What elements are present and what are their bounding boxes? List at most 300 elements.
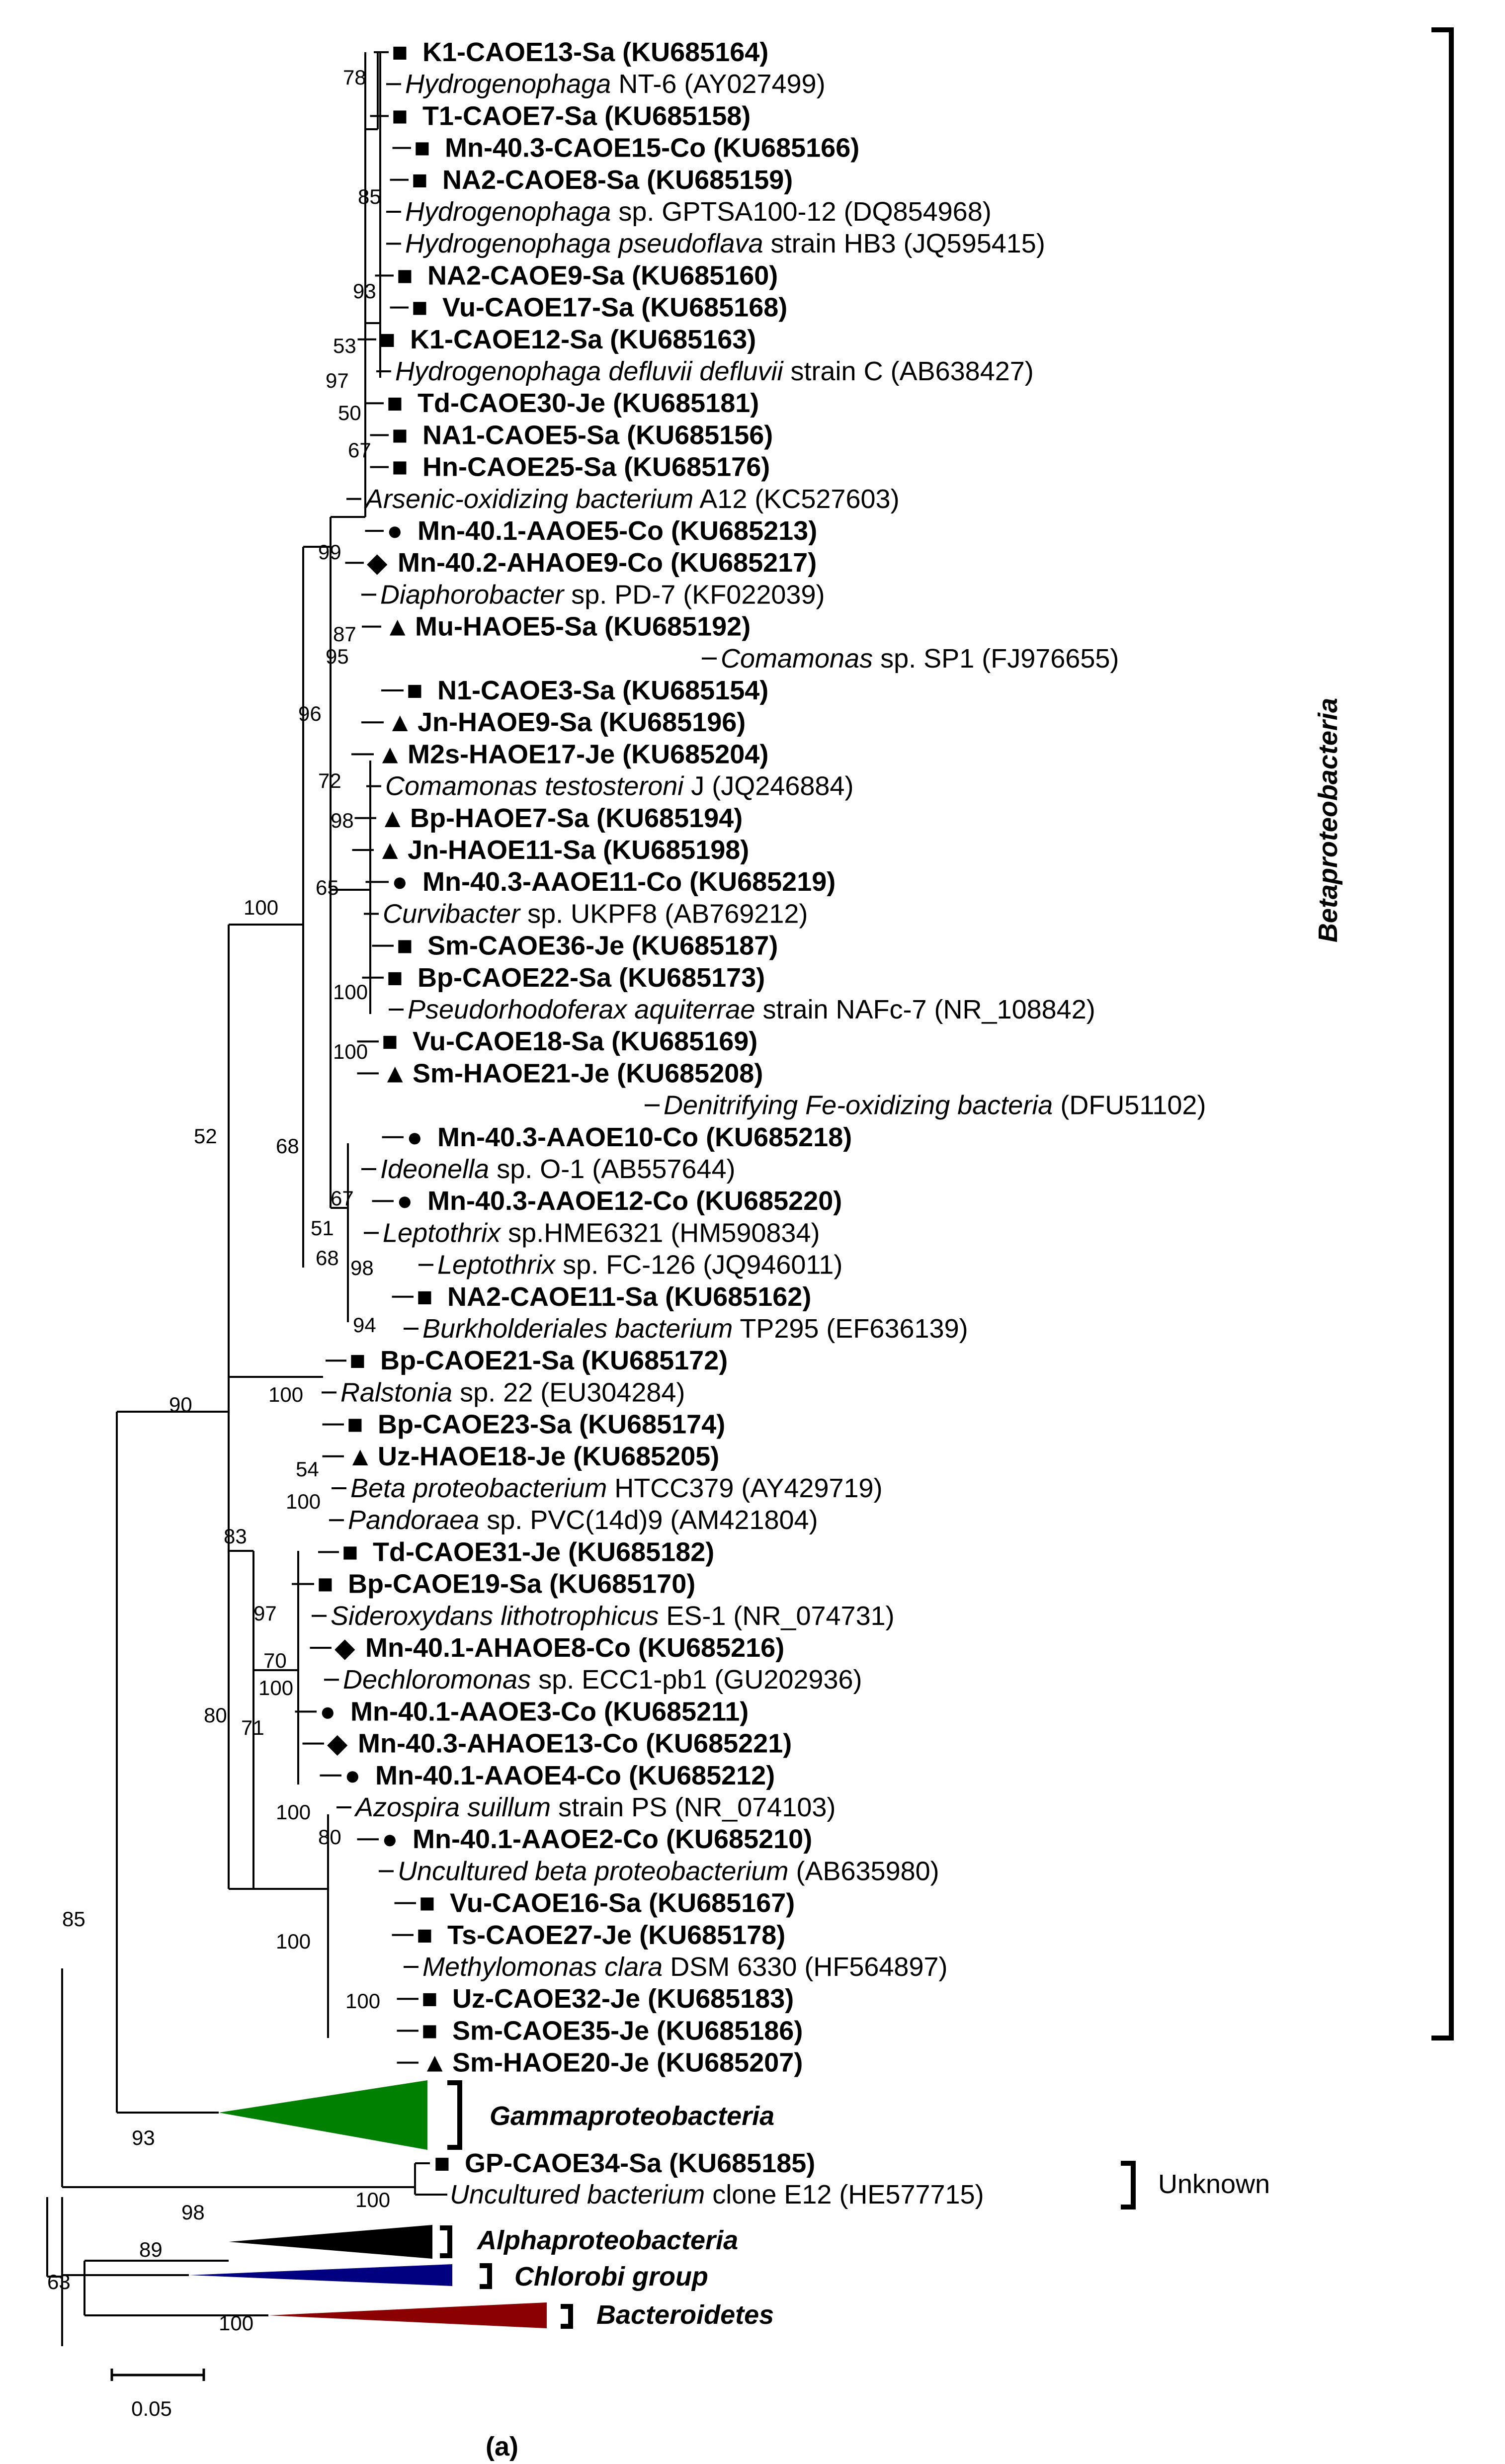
taxon-name-part: Mn-40.1-AHAOE8-Co (KU685216) bbox=[365, 1633, 785, 1663]
chlorobi-clade-triangle bbox=[189, 2264, 452, 2286]
taxon-name-part: Bp-CAOE21-Sa (KU685172) bbox=[380, 1346, 728, 1376]
bootstrap-value: 97 bbox=[326, 369, 349, 392]
taxon-label-53 bbox=[327, 1729, 792, 1759]
chlorobi-label: Chlorobi group bbox=[514, 2262, 708, 2292]
bootstrap-value: 67 bbox=[331, 1187, 354, 1210]
taxon-name bbox=[364, 484, 900, 514]
taxon-name bbox=[721, 644, 1119, 674]
triangle-marker-icon: ▲ bbox=[377, 739, 404, 769]
taxon-name-part: Pseudorhodoferax aquiterrae bbox=[408, 995, 755, 1024]
internal-branch bbox=[117, 1412, 219, 2113]
scale-bar-label: 0.05 bbox=[131, 2397, 172, 2420]
taxon-name bbox=[350, 1697, 749, 1726]
taxon-labels bbox=[317, 37, 1206, 2209]
taxon-name bbox=[348, 1569, 695, 1599]
taxon-label-46 bbox=[348, 1505, 818, 1535]
taxon-name-part: Mn-40.1-AAOE2-Co (KU685210) bbox=[413, 1824, 813, 1855]
taxon-label-55 bbox=[354, 1792, 836, 1822]
square-marker-icon: ■ bbox=[414, 133, 430, 163]
taxon-label-17 bbox=[380, 580, 825, 609]
taxon-name bbox=[378, 1410, 725, 1440]
taxon-name bbox=[375, 1761, 775, 1790]
taxon-name-part: sp. PVC(14d)9 (AM421804) bbox=[479, 1505, 818, 1535]
circle-marker-icon: ● bbox=[392, 867, 408, 897]
taxon-name bbox=[385, 771, 853, 801]
taxon-name-part: Jn-HAOE11-Sa (KU685198) bbox=[408, 835, 750, 865]
taxon-label-39 bbox=[417, 1282, 811, 1312]
taxon-label-18 bbox=[384, 612, 751, 642]
taxon-label-37 bbox=[383, 1218, 820, 1248]
square-marker-icon: ■ bbox=[407, 676, 423, 705]
taxon-name bbox=[408, 739, 768, 769]
taxon-name-part: sp.HME6321 (HM590834) bbox=[501, 1218, 820, 1248]
taxon-name-part: Vu-CAOE16-Sa (KU685167) bbox=[450, 1888, 795, 1918]
alphaproteobacteria-label: Alphaproteobacteria bbox=[477, 2225, 739, 2255]
bootstrap-value: 89 bbox=[139, 2238, 163, 2261]
taxon-name-part: Dechloromonas bbox=[343, 1665, 531, 1695]
taxon-name-part: Hydrogenophaga bbox=[405, 197, 611, 227]
square-marker-icon: ■ bbox=[349, 1346, 366, 1376]
bootstrap-value: 80 bbox=[318, 1825, 341, 1849]
bootstrap-value: 98 bbox=[331, 809, 354, 832]
taxon-name-part: Comamonas bbox=[721, 643, 873, 674]
taxon-name-part: Uz-CAOE32-Je (KU685183) bbox=[452, 1984, 794, 2014]
taxon-name-part: HTCC379 (AY429719) bbox=[607, 1473, 883, 1503]
taxon-label-58 bbox=[419, 1888, 795, 1918]
taxon-name bbox=[348, 1505, 818, 1535]
taxon-name bbox=[408, 835, 749, 865]
outgroup-taxon-label-0 bbox=[434, 2148, 815, 2178]
taxon-label-5 bbox=[405, 197, 992, 227]
taxon-name-part: Ts-CAOE27-Je (KU685178) bbox=[447, 1920, 786, 1950]
taxon-name bbox=[415, 612, 751, 642]
circle-marker-icon: ● bbox=[344, 1760, 361, 1790]
triangle-marker-icon: ▲ bbox=[384, 611, 411, 642]
bootstrap-values bbox=[47, 66, 390, 2335]
taxon-name bbox=[380, 580, 825, 609]
taxon-name bbox=[422, 1952, 948, 1982]
square-marker-icon: ■ bbox=[387, 388, 403, 419]
diamond-marker-icon: ◆ bbox=[327, 1728, 348, 1759]
taxon-name-part: Hydrogenophaga bbox=[405, 69, 611, 99]
outgroup-taxon-name-part: clone E12 (HE577715) bbox=[705, 2180, 984, 2209]
taxon-name-part: Sm-CAOE36-Je (KU685187) bbox=[427, 931, 778, 961]
square-marker-icon: ■ bbox=[419, 1888, 435, 1918]
taxon-name bbox=[340, 1377, 685, 1407]
bootstrap-value: 93 bbox=[132, 2126, 155, 2149]
taxon-name bbox=[452, 1984, 794, 2014]
internal-branch bbox=[229, 1377, 253, 1889]
taxon-label-48 bbox=[317, 1569, 695, 1599]
bootstrap-value: 99 bbox=[318, 540, 341, 564]
square-marker-icon: ■ bbox=[421, 1984, 438, 2014]
taxon-name bbox=[380, 1154, 735, 1184]
bootstrap-value: 100 bbox=[258, 1676, 294, 1699]
bootstrap-value: 100 bbox=[345, 1989, 381, 2013]
taxon-name bbox=[427, 260, 778, 290]
taxon-name-part: sp. UKPF8 (AB769212) bbox=[520, 899, 808, 929]
taxon-label-49 bbox=[331, 1601, 895, 1631]
taxon-label-2 bbox=[392, 101, 751, 131]
taxon-name-part: Uz-HAOE18-Je (KU685205) bbox=[378, 1441, 720, 1471]
taxon-name-part: sp. GPTSA100-12 (DQ854968) bbox=[611, 197, 992, 227]
outgroup-taxon-label-1 bbox=[450, 2180, 984, 2209]
taxon-name bbox=[422, 452, 770, 482]
taxon-name bbox=[383, 1218, 820, 1248]
taxon-name bbox=[447, 1920, 785, 1950]
outgroup-taxon-name-part: Uncultured bacterium bbox=[450, 2180, 705, 2209]
bacteroidetes-label: Bacteroidetes bbox=[596, 2300, 774, 2330]
square-marker-icon: ■ bbox=[434, 2148, 450, 2178]
unknown-bracket bbox=[1121, 2163, 1133, 2207]
taxon-label-15 bbox=[387, 516, 817, 546]
taxon-name-part: Bp-CAOE23-Sa (KU685174) bbox=[378, 1409, 726, 1440]
taxon-name bbox=[405, 69, 826, 99]
taxon-label-24 bbox=[379, 803, 743, 833]
internal-branch bbox=[84, 2261, 268, 2315]
taxon-name-part: Uncultured beta proteobacterium bbox=[398, 1856, 789, 1886]
chlorobi-bracket bbox=[480, 2266, 490, 2287]
taxon-name-part: Mn-40.1-AAOE3-Co (KU685211) bbox=[350, 1697, 749, 1727]
taxon-name-part: Burkholderiales bacterium bbox=[422, 1314, 733, 1344]
taxon-name bbox=[408, 995, 1095, 1024]
taxon-label-41 bbox=[349, 1346, 728, 1375]
taxon-name bbox=[413, 1026, 757, 1056]
taxon-name-part: NA2-CAOE8-Sa (KU685159) bbox=[442, 165, 793, 195]
square-marker-icon: ■ bbox=[417, 1920, 433, 1950]
taxon-name-part: Mn-40.2-AHAOE9-Co (KU685217) bbox=[398, 548, 817, 578]
diamond-marker-icon: ◆ bbox=[334, 1633, 355, 1663]
taxon-name-part: DSM 6330 (HF564897) bbox=[663, 1952, 948, 1982]
square-marker-icon: ■ bbox=[397, 260, 413, 291]
bootstrap-value: 100 bbox=[268, 1383, 304, 1406]
internal-branch bbox=[253, 1814, 328, 2038]
taxon-label-57 bbox=[398, 1856, 939, 1886]
taxon-name bbox=[442, 165, 793, 195]
square-marker-icon: ■ bbox=[392, 101, 408, 131]
bootstrap-value: 100 bbox=[333, 980, 368, 1004]
taxon-name bbox=[450, 1888, 795, 1918]
taxon-label-14 bbox=[364, 484, 900, 514]
taxon-label-25 bbox=[377, 835, 749, 865]
square-marker-icon: ■ bbox=[317, 1569, 334, 1599]
square-marker-icon: ■ bbox=[412, 165, 428, 195]
bootstrap-value: 65 bbox=[316, 876, 339, 899]
taxon-name-part: Bp-CAOE22-Sa (KU685173) bbox=[418, 962, 765, 993]
bootstrap-value: 72 bbox=[318, 769, 341, 792]
bootstrap-value: 68 bbox=[316, 1246, 339, 1270]
taxon-label-61 bbox=[421, 1984, 794, 2014]
taxon-name bbox=[437, 676, 768, 705]
bootstrap-value: 87 bbox=[333, 622, 356, 646]
taxon-name-part: Mn-40.3-AHAOE13-Co (KU685221) bbox=[358, 1728, 792, 1759]
taxon-label-20 bbox=[407, 676, 768, 705]
taxon-name bbox=[437, 1250, 842, 1280]
betaproteobacteria-label: Betaproteobacteria bbox=[1313, 697, 1343, 943]
diamond-marker-icon: ◆ bbox=[367, 548, 388, 578]
taxon-name-part: Mn-40.1-AAOE5-Co (KU685213) bbox=[418, 516, 818, 546]
taxon-name-part: Leptothrix bbox=[383, 1218, 501, 1248]
taxon-label-62 bbox=[421, 2016, 803, 2045]
bootstrap-value: 80 bbox=[204, 1703, 227, 1727]
bootstrap-value: 100 bbox=[355, 2188, 391, 2211]
taxon-name-part: sp. FC-126 (JQ946011) bbox=[555, 1250, 843, 1280]
taxon-name bbox=[395, 356, 1034, 386]
taxon-name-part: Comamonas testosteroni bbox=[385, 771, 684, 801]
taxon-label-33 bbox=[664, 1091, 1206, 1120]
taxon-label-19 bbox=[721, 644, 1119, 674]
triangle-marker-icon: ▲ bbox=[382, 1058, 409, 1089]
taxon-label-36 bbox=[397, 1186, 842, 1216]
square-marker-icon: ■ bbox=[392, 452, 408, 482]
taxon-name-part: sp. ECC1-pb1 (GU202936) bbox=[531, 1665, 862, 1695]
triangle-marker-icon: ▲ bbox=[421, 2047, 448, 2078]
taxon-label-30 bbox=[408, 995, 1095, 1024]
outgroup-taxon-name bbox=[465, 2148, 815, 2178]
taxon-label-28 bbox=[397, 931, 778, 961]
bootstrap-value: 100 bbox=[333, 1040, 368, 1063]
bootstrap-value: 93 bbox=[353, 279, 376, 303]
gammaproteobacteria-clade-triangle bbox=[219, 2080, 427, 2150]
taxon-name-part: sp. O-1 (AB557644) bbox=[489, 1154, 736, 1184]
taxon-name-part: sp. 22 (EU304284) bbox=[452, 1377, 685, 1408]
bootstrap-value: 100 bbox=[286, 1490, 321, 1513]
alphaproteobacteria-clade-triangle bbox=[229, 2225, 432, 2259]
taxon-name-part: Mu-HAOE5-Sa (KU685192) bbox=[415, 611, 751, 642]
square-marker-icon: ■ bbox=[379, 324, 396, 354]
square-marker-icon: ■ bbox=[421, 2016, 438, 2046]
taxon-name-part: Hydrogenophaga defluvii defluvii bbox=[395, 356, 783, 386]
taxon-name bbox=[373, 1537, 714, 1567]
internal-branch bbox=[365, 52, 378, 129]
taxon-name bbox=[418, 963, 765, 993]
taxon-name bbox=[422, 37, 768, 67]
taxon-name bbox=[405, 197, 992, 227]
taxon-label-26 bbox=[392, 867, 836, 897]
taxon-name-part: A12 (KC527603) bbox=[693, 484, 900, 514]
taxon-name bbox=[452, 2048, 803, 2078]
taxon-name-part: Mn-40.3-AAOE10-Co (KU685218) bbox=[437, 1122, 852, 1152]
taxon-label-50 bbox=[334, 1633, 784, 1663]
taxon-name-part: Sm-HAOE20-Je (KU685207) bbox=[452, 2047, 803, 2078]
square-marker-icon: ■ bbox=[397, 931, 413, 961]
taxon-label-59 bbox=[417, 1920, 785, 1950]
taxon-name-part: Mn-40.1-AAOE4-Co (KU685212) bbox=[375, 1760, 775, 1790]
taxon-label-22 bbox=[377, 739, 768, 769]
taxon-name-part: Curvibacter bbox=[383, 899, 520, 929]
circle-marker-icon: ● bbox=[320, 1697, 336, 1727]
taxon-name-part: ES-1 (NR_074731) bbox=[659, 1601, 895, 1631]
taxon-name bbox=[410, 803, 743, 833]
taxon-label-45 bbox=[350, 1473, 883, 1503]
taxon-label-10 bbox=[395, 356, 1034, 386]
taxon-name-part: Vu-CAOE17-Sa (KU685168) bbox=[442, 292, 788, 323]
taxon-name-part: Arsenic-oxidizing bacterium bbox=[365, 484, 694, 514]
taxon-name-part: Hn-CAOE25-Sa (KU685176) bbox=[422, 452, 770, 482]
circle-marker-icon: ● bbox=[407, 1122, 423, 1152]
taxon-name-part: Ideonella bbox=[380, 1154, 490, 1184]
circle-marker-icon: ● bbox=[382, 1824, 398, 1855]
taxon-name bbox=[365, 1633, 784, 1663]
bootstrap-value: 71 bbox=[241, 1716, 264, 1739]
taxon-name bbox=[358, 1729, 792, 1759]
taxon-label-42 bbox=[340, 1377, 685, 1407]
circle-marker-icon: ● bbox=[387, 516, 403, 546]
taxon-label-21 bbox=[387, 707, 746, 737]
taxon-name bbox=[427, 1186, 842, 1216]
bacteroidetes-clade-triangle bbox=[268, 2302, 547, 2328]
taxon-name-part: NA1-CAOE5-Sa (KU685156) bbox=[422, 420, 773, 450]
bootstrap-value: 63 bbox=[47, 2270, 71, 2294]
square-marker-icon: ■ bbox=[347, 1409, 363, 1440]
taxon-label-60 bbox=[422, 1952, 948, 1982]
taxon-name-part: Mn-40.3-AAOE12-Co (KU685220) bbox=[427, 1186, 842, 1216]
taxon-name-part: strain C (AB638427) bbox=[783, 356, 1034, 386]
alphaproteobacteria-bracket bbox=[440, 2228, 450, 2256]
taxon-name bbox=[418, 388, 759, 418]
taxon-name bbox=[398, 548, 817, 578]
taxon-label-54 bbox=[344, 1761, 775, 1790]
internal-branch bbox=[47, 2197, 62, 2277]
square-marker-icon: ■ bbox=[387, 962, 403, 993]
betaproteobacteria-bracket bbox=[1431, 30, 1451, 2038]
gammaproteobacteria-label: Gammaproteobacteria bbox=[490, 2101, 775, 2131]
taxon-label-43 bbox=[347, 1410, 725, 1440]
taxon-name-part: Sm-CAOE35-Je (KU685186) bbox=[452, 2016, 803, 2046]
taxon-name-part: K1-CAOE13-Sa (KU685164) bbox=[422, 37, 769, 67]
taxon-name-part: Sideroxydans lithotrophicus bbox=[331, 1601, 659, 1631]
taxon-label-35 bbox=[380, 1154, 735, 1184]
taxon-name-part: N1-CAOE3-Sa (KU685154) bbox=[437, 676, 769, 705]
taxon-name bbox=[445, 133, 859, 163]
taxon-name bbox=[413, 1058, 763, 1088]
taxon-name-part: Hydrogenophaga pseudoflava bbox=[405, 229, 763, 259]
taxon-name-part: Mn-40.3-CAOE15-Co (KU685166) bbox=[445, 133, 860, 163]
square-marker-icon: ■ bbox=[412, 292, 428, 323]
bootstrap-value: 97 bbox=[253, 1602, 277, 1625]
taxon-name-part: (DFU51102) bbox=[1053, 1090, 1206, 1120]
taxon-label-16 bbox=[367, 548, 817, 578]
triangle-marker-icon: ▲ bbox=[347, 1441, 374, 1471]
bootstrap-value: 51 bbox=[311, 1216, 334, 1240]
taxon-name-part: NT-6 (AY027499) bbox=[611, 69, 826, 99]
taxon-name-part: sp. SP1 (FJ976655) bbox=[873, 643, 1119, 674]
bootstrap-value: 98 bbox=[350, 1256, 374, 1279]
taxon-label-51 bbox=[343, 1665, 862, 1695]
taxon-name-part: Ralstonia bbox=[340, 1377, 453, 1408]
taxon-name-part: strain NAFc-7 (NR_108842) bbox=[755, 995, 1095, 1024]
taxon-name bbox=[398, 1856, 939, 1886]
taxon-name-part: Bp-CAOE19-Sa (KU685170) bbox=[348, 1569, 696, 1599]
taxon-name-part: T1-CAOE7-Sa (KU685158) bbox=[422, 101, 751, 131]
bootstrap-value: 70 bbox=[263, 1649, 287, 1672]
taxon-name bbox=[380, 1346, 728, 1375]
triangle-marker-icon: ▲ bbox=[377, 835, 404, 865]
bacteroidetes-bracket bbox=[561, 2306, 571, 2326]
taxon-name bbox=[447, 1282, 811, 1312]
taxon-name-part: Diaphorobacter bbox=[380, 580, 564, 610]
internal-branch bbox=[62, 1968, 117, 2187]
taxon-name-part: Td-CAOE31-Je (KU685182) bbox=[373, 1537, 715, 1567]
bootstrap-value: 54 bbox=[296, 1457, 319, 1481]
taxon-label-40 bbox=[422, 1314, 968, 1344]
taxon-name-part: Vu-CAOE18-Sa (KU685169) bbox=[413, 1026, 758, 1057]
panel-label: (a) bbox=[486, 2432, 518, 2462]
bootstrap-value: 52 bbox=[194, 1124, 217, 1148]
taxon-label-3 bbox=[414, 133, 859, 163]
taxon-name-part: Denitrifying Fe-oxidizing bacteria bbox=[664, 1090, 1053, 1120]
bootstrap-value: 85 bbox=[358, 185, 381, 208]
internal-branch bbox=[303, 517, 331, 1208]
taxon-label-11 bbox=[387, 388, 759, 418]
taxon-name-part: NA2-CAOE9-Sa (KU685160) bbox=[427, 260, 778, 291]
taxon-label-32 bbox=[382, 1058, 763, 1088]
taxon-name bbox=[452, 2016, 803, 2045]
taxon-name-part: Sm-HAOE21-Je (KU685208) bbox=[413, 1058, 763, 1089]
unknown-label: Unknown bbox=[1158, 2169, 1270, 2199]
taxon-name-part: J (JQ246884) bbox=[683, 771, 854, 801]
square-marker-icon: ■ bbox=[417, 1281, 433, 1312]
taxon-label-0 bbox=[392, 37, 768, 67]
outgroup-taxon-name-part: GP-CAOE34-Sa (KU685185) bbox=[465, 2148, 816, 2178]
taxon-label-34 bbox=[407, 1122, 852, 1152]
taxon-label-4 bbox=[412, 165, 793, 195]
taxon-name-part: Bp-HAOE7-Sa (KU685194) bbox=[410, 803, 743, 833]
taxon-name bbox=[410, 325, 756, 354]
taxon-label-23 bbox=[385, 771, 853, 801]
taxon-label-29 bbox=[387, 963, 765, 993]
square-marker-icon: ■ bbox=[392, 37, 408, 67]
bootstrap-value: 95 bbox=[326, 645, 349, 668]
taxon-name bbox=[418, 516, 817, 546]
taxon-name-part: strain HB3 (JQ595415) bbox=[763, 229, 1045, 259]
bootstrap-value: 50 bbox=[338, 401, 361, 425]
taxon-label-9 bbox=[379, 325, 756, 354]
taxon-name-part: K1-CAOE12-Sa (KU685163) bbox=[410, 324, 756, 354]
taxon-label-13 bbox=[392, 452, 770, 482]
taxon-name-part: sp. PD-7 (KF022039) bbox=[564, 580, 825, 610]
triangle-marker-icon: ▲ bbox=[387, 707, 414, 738]
bootstrap-value: 83 bbox=[224, 1525, 247, 1548]
bootstrap-value: 100 bbox=[244, 896, 279, 919]
bootstrap-value: 100 bbox=[219, 2311, 254, 2335]
taxon-name-part: Jn-HAOE9-Sa (KU685196) bbox=[418, 707, 746, 738]
taxon-name bbox=[418, 707, 746, 737]
taxon-label-44 bbox=[347, 1442, 719, 1471]
taxon-name-part: Methylomonas clara bbox=[422, 1952, 663, 1982]
gammaproteobacteria-bracket bbox=[447, 2083, 460, 2147]
bootstrap-value: 100 bbox=[276, 1930, 311, 1953]
bootstrap-value: 98 bbox=[181, 2201, 205, 2224]
taxon-label-6 bbox=[405, 229, 1045, 258]
bootstrap-value: 90 bbox=[169, 1393, 192, 1416]
taxon-name-part: NA2-CAOE11-Sa (KU685162) bbox=[447, 1281, 812, 1312]
taxon-label-27 bbox=[383, 899, 808, 929]
bootstrap-value: 96 bbox=[298, 702, 322, 725]
internal-branch bbox=[117, 925, 229, 1412]
taxon-name bbox=[664, 1091, 1206, 1120]
scale-bar bbox=[112, 2369, 204, 2381]
taxon-label-63 bbox=[421, 2048, 803, 2078]
taxon-name-part: Td-CAOE30-Je (KU685181) bbox=[418, 388, 759, 419]
taxon-name bbox=[442, 293, 787, 323]
square-marker-icon: ■ bbox=[382, 1026, 398, 1057]
taxon-name bbox=[331, 1601, 895, 1631]
taxon-name-part: Leptothrix bbox=[437, 1250, 556, 1280]
taxon-name-part: TP295 (EF636139) bbox=[733, 1314, 968, 1344]
taxon-name-part: M2s-HAOE17-Je (KU685204) bbox=[408, 739, 769, 769]
bootstrap-value: 67 bbox=[348, 438, 371, 462]
